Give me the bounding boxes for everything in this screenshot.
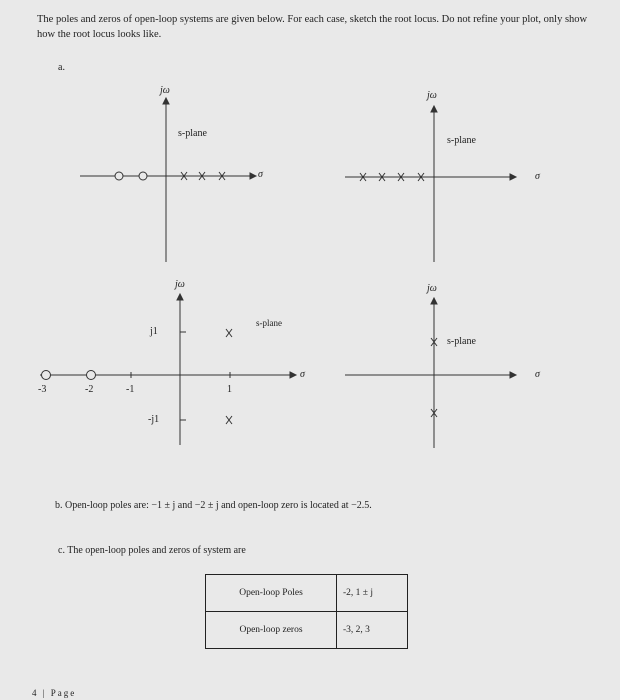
plot1-imag-arrow <box>163 98 169 104</box>
plot1-zero-2 <box>139 172 147 180</box>
plot3-splane-label: s-plane <box>256 318 282 328</box>
part-c-text: c. The open-loop poles and zeros of system are <box>58 545 246 556</box>
plot3-tick-label-neg2: -2 <box>85 384 94 395</box>
plot3-pole-lower <box>226 416 232 424</box>
plot3-tick-label-neg3: -3 <box>38 384 47 395</box>
zeros-label-cell: Open-loop zeros <box>206 612 337 649</box>
plot2-imag-label: jω <box>427 90 437 101</box>
plot1-zero-1 <box>115 172 123 180</box>
plot2-real-label: σ <box>535 171 540 182</box>
plot3-zero-2 <box>87 371 96 380</box>
plot1-real-arrow <box>250 173 256 179</box>
part-a-label: a. <box>58 62 65 73</box>
plot3-real-label: σ <box>300 369 305 380</box>
table-row <box>206 575 408 612</box>
table-row <box>206 612 408 649</box>
plot4-imag-label: jω <box>427 283 437 294</box>
plot2-real-arrow <box>510 174 516 180</box>
poles-value-cell: -2, 1 ± j <box>337 575 408 612</box>
poles-label-cell: Open-loop Poles <box>206 575 337 612</box>
plot3-real-arrow <box>290 372 296 378</box>
plot3-imag-arrow <box>177 294 183 300</box>
plot3-tick-label-1: 1 <box>227 384 232 395</box>
plot4-imag-arrow <box>431 298 437 304</box>
plot2-imag-arrow <box>431 106 437 112</box>
plot1-splane-label: s-plane <box>178 128 207 139</box>
plot4-splane-label: s-plane <box>447 336 476 347</box>
plot1-imag-label: jω <box>160 85 170 96</box>
plot3-pole-upper <box>226 329 232 337</box>
plot3-tick-label-j1: j1 <box>150 326 158 337</box>
plot4-real-arrow <box>510 372 516 378</box>
zeros-value-cell: -3, 2, 3 <box>337 612 408 649</box>
plot3-tick-label-neg-j1: -j1 <box>148 414 160 425</box>
plot2-splane-label: s-plane <box>447 135 476 146</box>
plot1-real-label: σ <box>258 169 263 180</box>
plot4-real-label: σ <box>535 369 540 380</box>
poles-zeros-table <box>205 574 408 649</box>
intro-text: The poles and zeros of open-loop systems are given below. For each case, sketch the root locus. Do not refine your plot, only show how the root locus looks like. <box>37 14 588 40</box>
part-b-text: b. Open-loop poles are: −1 ± j and −2 ± j and open-loop zero is located at −2.5. <box>55 500 372 511</box>
plot3-imag-label: jω <box>175 279 185 290</box>
page-footer: 4 | Page <box>32 688 77 698</box>
plot3-tick-label-neg1: -1 <box>126 384 135 395</box>
plot3-zero-1 <box>42 371 51 380</box>
